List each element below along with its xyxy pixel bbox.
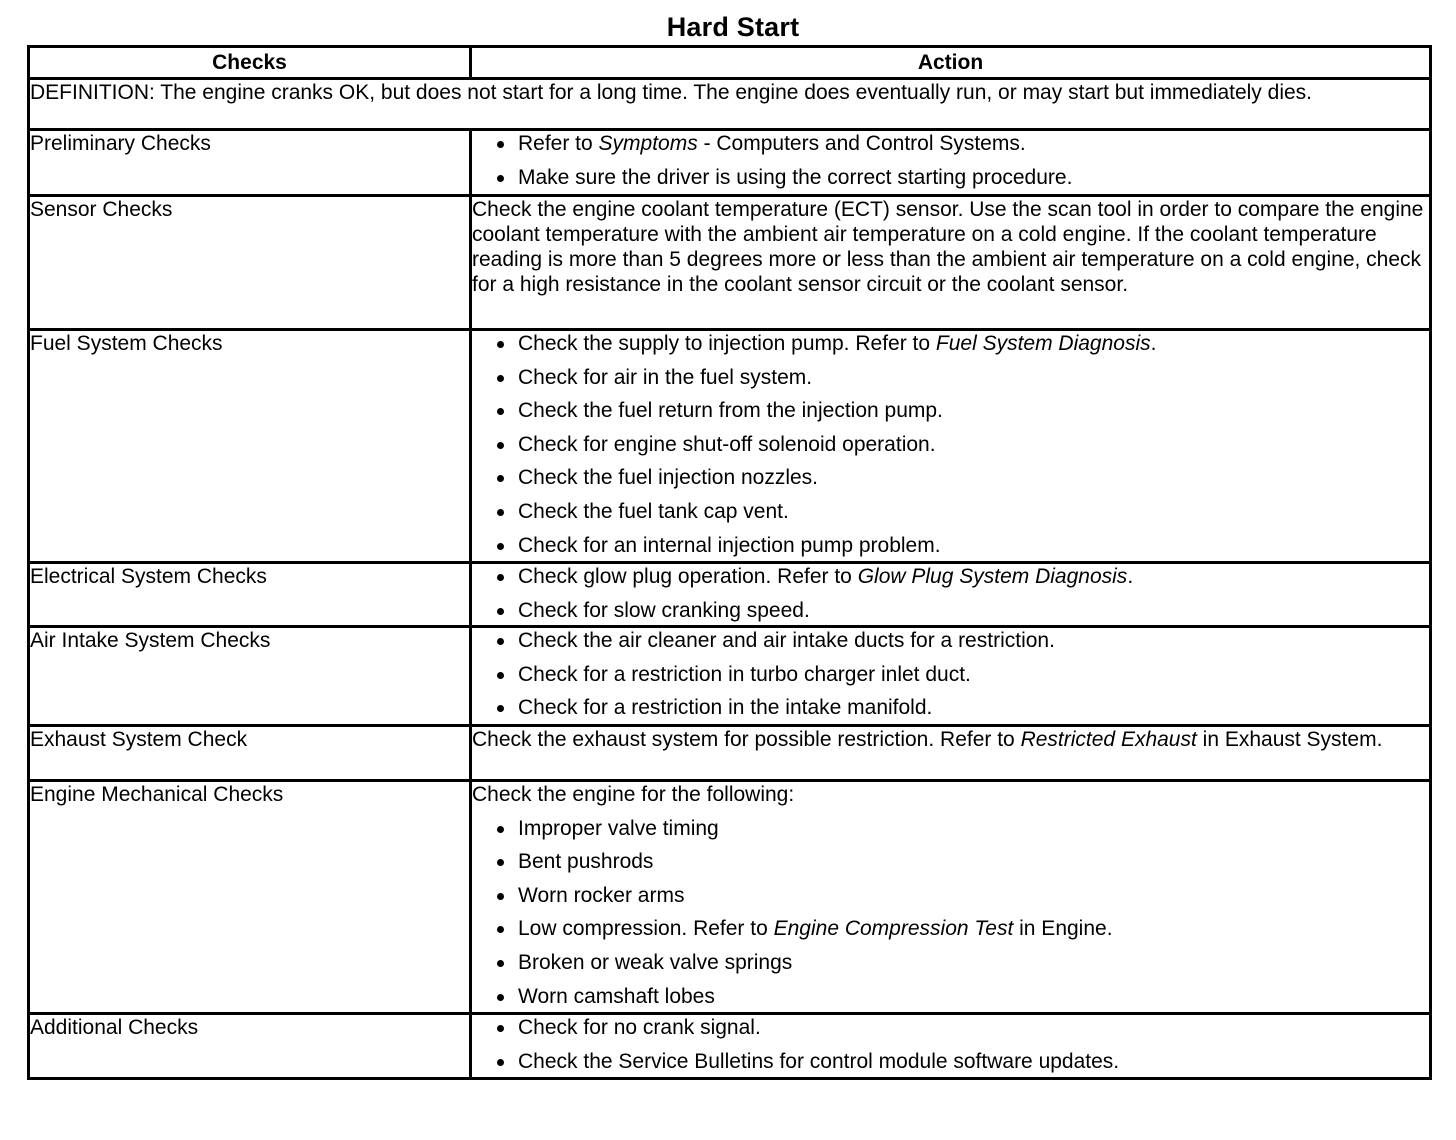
check-label: Preliminary Checks	[29, 130, 471, 196]
list-item	[472, 131, 1429, 156]
definition-text: DEFINITION: The engine cranks OK, but does not start for a long time. The engine does eventually run, or may start but immediately dies.	[29, 79, 1431, 130]
action-cell	[471, 196, 1431, 330]
list-item	[472, 365, 1429, 390]
item-text: Check the supply to injection pump. Refer to	[518, 332, 936, 355]
action-cell	[471, 726, 1431, 781]
bullet-icon	[497, 1059, 504, 1066]
list-item	[472, 564, 1429, 589]
check-label: Fuel System Checks	[29, 330, 471, 563]
item-text: in Engine.	[1013, 917, 1113, 941]
bullet-icon	[497, 960, 504, 967]
list-item	[472, 984, 1429, 1009]
action-intro: Check the engine for the following:	[472, 783, 795, 806]
bullet-icon	[497, 672, 504, 679]
action-cell	[471, 563, 1431, 627]
list-item	[472, 950, 1429, 975]
item-text: Improper valve timing	[518, 816, 719, 840]
bullet-icon	[497, 1025, 504, 1032]
hard-start-table	[27, 45, 1432, 1080]
item-text: Check for slow cranking speed.	[518, 598, 810, 622]
bullet-icon	[497, 375, 504, 382]
bullet-icon	[497, 608, 504, 615]
item-text: Check for an internal injection pump problem.	[518, 533, 941, 557]
list-item	[472, 598, 1429, 623]
list-item	[472, 1015, 1429, 1040]
check-label: Air Intake System Checks	[29, 627, 471, 726]
list-item	[472, 533, 1429, 558]
item-text: Worn rocker arms	[518, 883, 685, 907]
item-text: Refer to	[518, 132, 599, 155]
list-item	[472, 883, 1429, 908]
table-row	[29, 330, 1431, 563]
check-label: Engine Mechanical Checks	[29, 781, 471, 1014]
item-text: .	[1150, 332, 1157, 355]
bullet-icon	[497, 408, 504, 415]
bullet-icon	[497, 926, 504, 933]
action-list	[472, 564, 1429, 623]
list-item	[472, 1049, 1429, 1074]
item-text: Check for a restriction in the intake manifold.	[518, 696, 933, 720]
action-cell	[471, 781, 1431, 1014]
bullet-icon	[497, 574, 504, 581]
reference-link: Symptoms	[598, 132, 698, 155]
item-text: Check for engine shut-off solenoid operation.	[518, 432, 936, 456]
item-text: Check the fuel injection nozzles.	[518, 466, 818, 490]
action-list	[472, 628, 1429, 720]
table-row	[29, 196, 1431, 330]
bullet-icon	[497, 638, 504, 645]
action-list	[472, 331, 1429, 558]
item-text: Check for a restriction in turbo charger inlet duct.	[518, 662, 971, 686]
list-item	[472, 432, 1429, 457]
check-label: Exhaust System Check	[29, 726, 471, 781]
bullet-icon	[497, 475, 504, 482]
definition-row	[29, 79, 1431, 130]
item-text: - Computers and Control Systems.	[697, 132, 1026, 155]
column-header-checks: Checks	[29, 47, 471, 79]
item-text: Check the fuel tank cap vent.	[518, 499, 789, 523]
list-item	[472, 499, 1429, 524]
table-row	[29, 1014, 1431, 1079]
bullet-icon	[497, 994, 504, 1001]
item-text: Low compression. Refer to	[518, 917, 774, 941]
item-text: Check the fuel return from the injection pump.	[518, 399, 943, 423]
list-item	[472, 816, 1429, 841]
action-cell	[471, 627, 1431, 726]
table-row	[29, 627, 1431, 726]
bullet-icon	[497, 705, 504, 712]
bullet-icon	[497, 826, 504, 833]
bullet-icon	[497, 341, 504, 348]
table-header-row	[29, 47, 1431, 79]
item-text: Check the Service Bulletins for control module software updates.	[518, 1049, 1120, 1073]
reference-link: Fuel System Diagnosis	[935, 332, 1151, 355]
bullet-icon	[497, 442, 504, 449]
bullet-icon	[497, 141, 504, 148]
table-row	[29, 563, 1431, 627]
bullet-icon	[497, 859, 504, 866]
action-cell	[471, 1014, 1431, 1079]
check-label: Additional Checks	[29, 1014, 471, 1079]
action-list	[472, 1015, 1429, 1074]
list-item	[472, 695, 1429, 720]
list-item	[472, 331, 1429, 356]
action-cell	[471, 130, 1431, 196]
list-item	[472, 465, 1429, 490]
list-item	[472, 165, 1429, 190]
action-paragraph: Check the engine coolant temperature (ECT) sensor. Use the scan tool in order to compare the engine coolant temperature with the ambient air temperature on a cold engine. If the coolant temperature reading is more than 5 degrees more or less than the ambient air temperature on a cold engine, check for a high resistance in the coolant sensor circuit or the coolant sensor.	[472, 198, 1424, 296]
bullet-icon	[497, 175, 504, 182]
action-cell	[471, 330, 1431, 563]
list-item	[472, 398, 1429, 423]
paragraph-text: in Exhaust System.	[1196, 728, 1383, 751]
action-list	[472, 131, 1429, 190]
list-item	[472, 628, 1429, 653]
list-item	[472, 916, 1429, 941]
item-text: Check for air in the fuel system.	[518, 365, 813, 389]
reference-link: Glow Plug System Diagnosis	[857, 565, 1128, 588]
table-row	[29, 726, 1431, 781]
table-row	[29, 781, 1431, 1014]
reference-link: Engine Compression Test	[773, 917, 1014, 941]
item-text: Check for no crank signal.	[518, 1016, 761, 1039]
item-text: Bent pushrods	[518, 850, 654, 874]
check-label: Sensor Checks	[29, 196, 471, 330]
action-paragraph	[472, 727, 1429, 752]
item-text: Check glow plug operation. Refer to	[518, 565, 858, 588]
item-text: Broken or weak valve springs	[518, 950, 793, 974]
bullet-icon	[497, 893, 504, 900]
action-list	[472, 816, 1429, 1009]
bullet-icon	[497, 509, 504, 516]
item-text: .	[1127, 565, 1134, 588]
page-title: Hard Start	[666, 12, 800, 42]
list-item	[472, 662, 1429, 687]
item-text: Make sure the driver is using the correct starting procedure.	[518, 165, 1073, 189]
table-row	[29, 130, 1431, 196]
check-label: Electrical System Checks	[29, 563, 471, 627]
list-item	[472, 849, 1429, 874]
item-text: Worn camshaft lobes	[518, 984, 715, 1008]
column-header-action: Action	[471, 47, 1431, 79]
bullet-icon	[497, 543, 504, 550]
item-text: Check the air cleaner and air intake ducts for a restriction.	[518, 629, 1055, 652]
paragraph-text: Check the exhaust system for possible restriction. Refer to	[472, 728, 1021, 751]
reference-link: Restricted Exhaust	[1020, 728, 1197, 751]
